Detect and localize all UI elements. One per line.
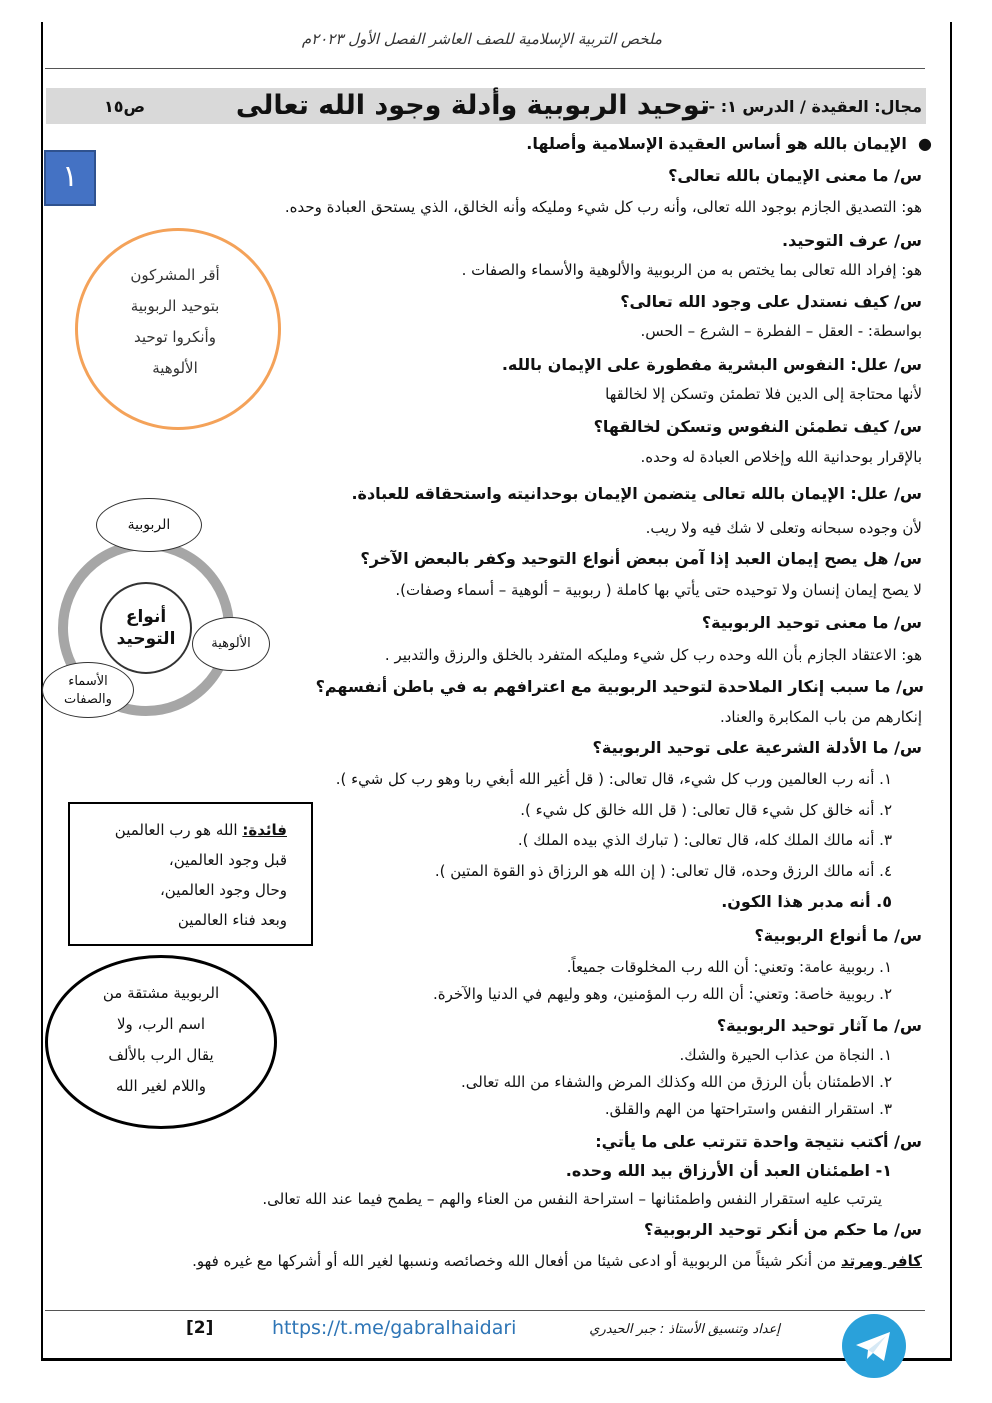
intro-text: الإيمان بالله هو أساس العقيدة الإسلامية وأصلها.: [526, 134, 907, 153]
ruling-answer: [192, 1251, 922, 1271]
page-reference: ص١٥: [104, 97, 146, 116]
black-circle-text: الربوبية مشتقة من اسم الرب، ولا يقال الرب بالألف واللام لغير الله: [102, 984, 220, 1095]
answer: بالإقرار بوحدانية الله وإخلاص العبادة له وحده.: [640, 448, 922, 466]
header-title: ملخص التربية الإسلامية للصف العاشر الفصل الأول ٢٠٢٣م: [301, 30, 662, 48]
effect-item: ١. النجاة من عذاب الحيرة والشك.: [679, 1046, 892, 1064]
result-answer: يترتب عليه استقرار النفس واطمئنانها – استراحة النفس من العناء والهم – يطمح فيما عند الله تعالى.: [262, 1190, 882, 1208]
domain-label: مجال: العقيدة / الدرس ١: -: [708, 97, 922, 116]
diagram-node-asma: الأسماء والصفات: [42, 662, 134, 718]
intro-bullet: [526, 134, 932, 154]
benefit-label: فائدة:: [242, 821, 287, 839]
evidence-item: ٣. أنه مالك الملك كله، قال تعالى: ( تبارك الذي بيده الملك ).: [517, 831, 892, 849]
diagram-node-rububiya: الربوبية: [96, 498, 202, 552]
answer: هو: إفراد الله تعالى بما يختص به من الربوبية والألوهية والأسماء والصفات .: [461, 261, 922, 279]
diagram-node-uluhiya: الألوهية: [192, 617, 270, 671]
telegram-link[interactable]: https://t.me/gabralhaidari: [272, 1317, 517, 1339]
question: س/ ما الأدلة الشرعية على توحيد الربوبية؟: [592, 738, 922, 757]
footer-divider: [45, 1310, 925, 1311]
question: س/ ما أنواع الربوبية؟: [754, 926, 922, 945]
paper-plane-icon: [842, 1314, 906, 1378]
question: س/ ما سبب إنكار الملاحدة لتوحيد الربوبية مع اعترافهم به في باطن أنفسهم؟: [315, 677, 924, 696]
answer: لأن وجوده سبحانه وتعلى لا شك فيه ولا ريب.: [645, 519, 922, 537]
answer: لأنها محتاجة إلى الدين فلا تطمئن وتسكن إلا لخالقها: [605, 385, 922, 403]
question: س/ عرف التوحيد.: [782, 231, 922, 250]
orange-circle-text: أقر المشركون بتوحيد الربوبية وأنكروا توحيد الألوهية: [130, 266, 220, 377]
section-number-box: ١: [44, 150, 96, 206]
ruling-label: كافر ومرتد: [841, 1252, 922, 1270]
result-item: ١- اطمئنان العبد أن الأرزاق بيد الله وحده.: [565, 1161, 892, 1180]
answer: لا يصح إيمان إنسان ولا توحيده حتى يأتي بها كاملة ( ربوبية – ألوهية – أسماء وصفات).: [395, 581, 922, 599]
evidence-item: ١. أنه رب العالمين ورب كل شيء، قال تعالى: ( قل أغير الله أبغي ربا وهو رب كل شيء ).: [335, 770, 892, 788]
effect-item: ٢. الاطمئنان بأن الرزق من الله وكذلك المرض والشفاء من الله تعالى.: [461, 1073, 892, 1091]
question: س/ ما حكم من أنكر توحيد الربوبية؟: [643, 1220, 922, 1239]
telegram-icon[interactable]: [842, 1314, 906, 1378]
question: س/ ما آثار توحيد الربوبية؟: [716, 1016, 922, 1035]
question: س/ هل يصح إيمان العبد إذا آمن ببعض أنواع التوحيد وكفر بالبعض الآخر؟: [360, 549, 922, 568]
question: س/ كيف تطمئن النفوس وتسكن لخالقها؟: [593, 417, 922, 436]
answer: بواسطة: - العقل – الفطرة – الشرع – الحس.: [640, 322, 922, 340]
page-number: [2]: [186, 1318, 214, 1338]
answer: هو: الاعتقاد الجازم بأن الله وحده رب كل شيء ومليكه المتفرد بالخلق والرزق والتدبير .: [384, 646, 922, 664]
evidence-item: ٥. أنه مدبر هذا الكون.: [721, 892, 892, 911]
evidence-item: ٤. أنه مالك الرزق وحده، قال تعالى: ( إن الله هو الرزاق ذو القوة المتين ).: [434, 862, 892, 880]
question: س/ ما معنى توحيد الربوبية؟: [701, 613, 922, 632]
ruling-text: من أنكر شيئاً من الربوبية أو ادعى شيئا من أفعال الله وخصائصه ونسبها لغير الله أو أشركها مع غيره فهو.: [192, 1252, 837, 1270]
type-item: ١. ربوبية عامة: وتعني: أن الله رب المخلوقات جميعاً.: [566, 958, 892, 976]
question: س/ ما معنى الإيمان بالله تعالى؟: [668, 166, 922, 185]
question: س/ علل: النفوس البشرية مفطورة على الإيمان بالله.: [501, 355, 922, 374]
credit-text: إعداد وتنسيق الأستاذ : جبر الحيدري: [589, 1322, 780, 1337]
header-divider: [45, 68, 925, 69]
benefit-text: فائدة: الله هو رب العالمين قبل وجود العالمين، وحال وجود العالمين، وبعد فناء العالمين: [114, 821, 287, 929]
type-item: ٢. ربوبية خاصة: وتعني: أن الله رب المؤمنين، وهو وليهم في الدنيا والآخرة.: [432, 985, 892, 1003]
question: س/ كيف نستدل على وجود الله تعالى؟: [620, 292, 922, 311]
evidence-item: ٢. أنه خالق كل شيء قال تعالى: ( قل الله خالق كل شيء ).: [520, 801, 892, 819]
bullet-icon: ●: [906, 134, 932, 153]
answer: هو: التصديق الجازم بوجود الله تعالى، وأنه رب كل شيء ومليكه وأنه الخالق، الذي يستحق العبادة وحده.: [284, 198, 922, 216]
question: س/ أكتب نتيجة واحدة تترتب على ما يأتي:: [595, 1132, 922, 1151]
effect-item: ٣. استقرار النفس واستراحتها من الهم والقلق.: [604, 1100, 892, 1118]
question: س/ علل: الإيمان بالله تعالى يتضمن الإيمان بوحدانيته واستحقاقه للعبادة.: [351, 484, 922, 503]
diagram-center: أنواع التوحيد: [100, 582, 192, 674]
answer: إنكارهم من باب المكابرة والعناد.: [719, 708, 922, 726]
lesson-title: توحيد الربوبية وأدلة وجود الله تعالى: [235, 90, 710, 121]
